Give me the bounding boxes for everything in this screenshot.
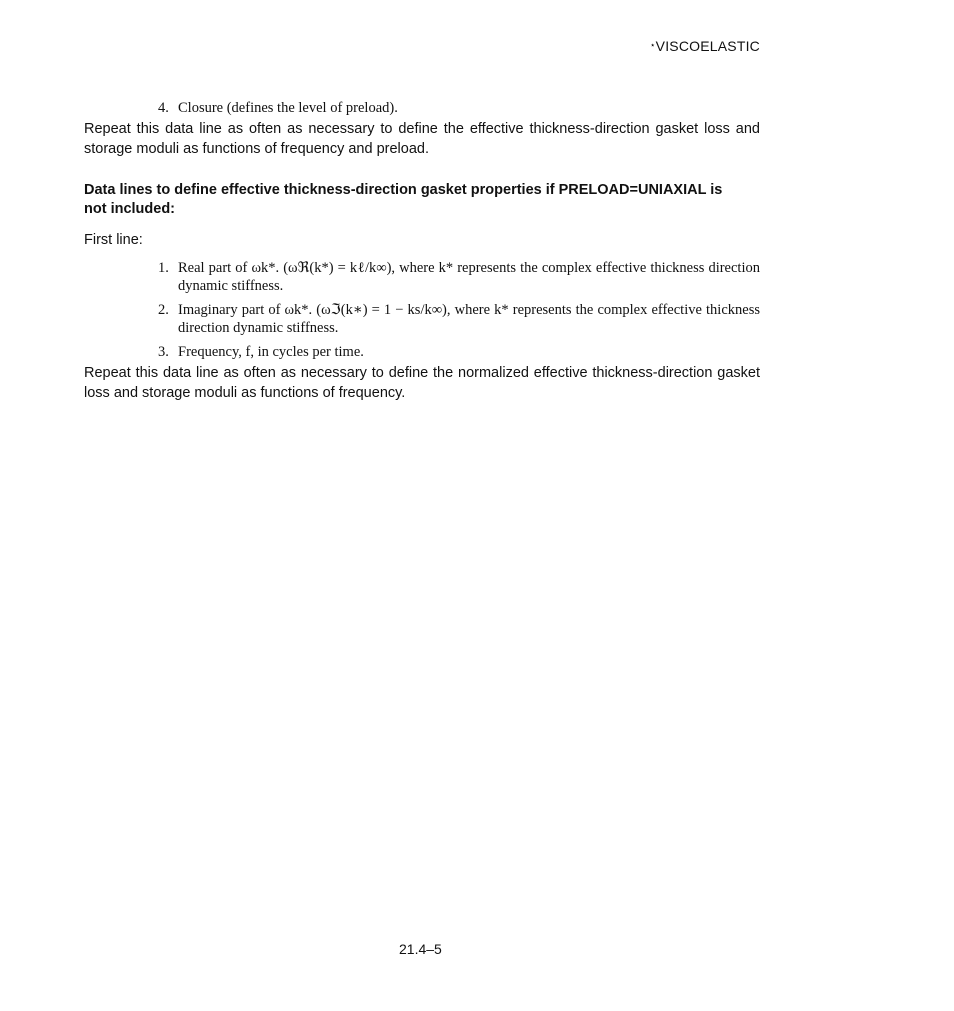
header-title: VISCOELASTIC (655, 38, 760, 54)
list-item-text: Imaginary part of ωk*. (ωℑ(k∗) = 1 − ks/k∞), where k* represents the complex effective thickness direction dynamic stiffness. (178, 302, 760, 336)
data-line-list (84, 259, 760, 361)
list-item-closure (84, 99, 760, 117)
first-line-label: First line: (84, 232, 143, 248)
list-item-text: Frequency, f, in cycles per time. (178, 344, 364, 360)
repeat-paragraph-1-block (84, 120, 760, 159)
list-item (84, 259, 760, 295)
first-line-label-block (84, 231, 760, 251)
section-heading: Data lines to define effective thickness-direction gasket properties if PRELOAD=UNIAXIAL is not included: (84, 182, 723, 217)
section-heading-block (84, 181, 744, 219)
list-item-number: 4. (158, 100, 169, 116)
repeat-paragraph-2: Repeat this data line as often as necessary to define the normalized effective thickness-direction gasket loss and storage moduli as functions of frequency. (84, 365, 760, 401)
running-header (650, 38, 760, 54)
repeat-paragraph-2-block (84, 364, 760, 403)
header-star: ⋆ (649, 40, 656, 50)
repeat-paragraph-1: Repeat this data line as often as necessary to define the effective thickness-direction gasket loss and storage moduli as functions of frequency and preload. (84, 121, 760, 157)
list-item-text: Closure (defines the level of preload). (178, 100, 398, 116)
page-number: 21.4–5 (399, 941, 442, 957)
closure-item-block (84, 99, 760, 117)
list-item-number: 1. (158, 260, 169, 276)
list-item-number: 3. (158, 344, 169, 360)
list-item-text: Real part of ωk*. (ωℜ(k*) = kℓ/k∞), where k* represents the complex effective thickness direction dynamic stiffness. (178, 260, 760, 294)
list-item-number: 2. (158, 302, 169, 318)
list-item (84, 343, 760, 361)
list-item (84, 301, 760, 337)
